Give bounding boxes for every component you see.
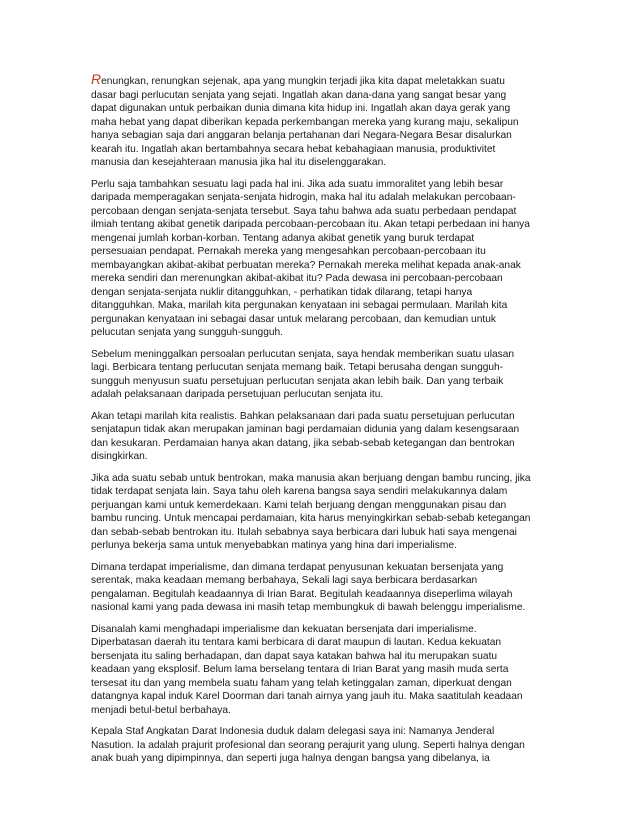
text-line: perlunya bekerja sama untuk menyebabkan matinya yang hina dari imperialisme. — [91, 540, 457, 551]
text-line: Nasution. Ia adalah prajurit profesional dan seorang perajurit yang ulung. Seperti halnya dengan — [91, 739, 525, 751]
text-line: dan kesukaran. Perdamaian hanya akan datang, jika sebab-sebab ketegangan dan bentrokan — [91, 437, 515, 449]
paragraph-1 — [91, 73, 553, 170]
text-line: pengalaman. Begitulah keadaannya di Irian Barat. Begitulah keadaannya diseperlima wilayah — [91, 588, 513, 600]
text-line: Akan tetapi marilah kita realistis. Bahkan pelaksanaan dari pada suatu persetujuan perlucutan — [91, 410, 515, 422]
text-line: dasar bagi perlucutan senjata yang sejati. Ingatlah akan dana-dana yang sangat besar yang — [91, 89, 507, 101]
text-line: percobaan dengan senjata-senjata tersebut. Saya tahu bahwa ada suatu perbedaan pendapat — [91, 205, 517, 217]
text-line: disingkirkan. — [91, 451, 148, 462]
text-line: nasional kami yang pada dewasa ini masih tetap membungkuk di bawah belenggu imperialisme. — [91, 602, 526, 613]
text-line: Disanalah kami menghadapi imperialisme dan kekuatan bersenjata dari imperialisme. — [91, 623, 477, 635]
text-line — [91, 73, 553, 89]
text-line: menjadi betul-betul berbahaya. — [91, 704, 231, 716]
paragraph-5 — [91, 472, 553, 553]
text-line: senjatapun tidak akan merupakan jaminan bagi perdamaian didunia yang dalam kesengsaraan — [91, 424, 520, 435]
text-line: Dimana terdapat imperialisme, dan dimana terdapat penyusunan kekuatan bersenjata yang — [91, 561, 504, 573]
text-line: hanya sebagian saja dari anggaran belanja pertahanan dari Negara-Negara Besar disalurkan — [91, 130, 512, 141]
text-line: datangnya kapal induk Karel Doorman dari tanah airnya yang jauh itu. Maka saatitulah keadaan — [91, 691, 523, 702]
paragraph-6 — [91, 561, 553, 615]
text-line: tidak terdapat senjata lain. Saya tahu oleh karena bangsa saya sendiri melakukannya dalam — [91, 486, 508, 497]
text-line: dan sebab-sebab bentrokan itu. Itulah sebabnya saya berbicara dari lubuk hati saya mengenai — [91, 526, 517, 538]
text-line: Perlu saja tambahkan sesuatu lagi pada hal ini. Jika ada suatu immoralitet yang lebih besar — [91, 178, 504, 190]
text-line: pergunakan kenyataan ini sebagai dasar untuk melarang percobaan, dan kemudian untuk — [91, 313, 496, 325]
text-line: ilmiah tentang akibat genetik daripada percobaan-percobaan itu. Akan tetapi perbedaan ini hanya — [91, 219, 530, 230]
text-line: Kepala Staf Angkatan Darat Indonesia duduk dalam delegasi saya ini: Namanya Jenderal — [91, 726, 495, 737]
text-line: Sebelum meninggalkan persoalan perlucutan senjata, saya hendak memberikan suatu ulasan — [91, 348, 515, 360]
paragraph-8 — [91, 725, 553, 766]
document-body — [91, 73, 553, 774]
paragraph-3 — [91, 348, 553, 402]
text-line: sungguh menyusun suatu persetujuan perlucutan senjata akan lebih baik. Dan yang terbaik — [91, 375, 504, 387]
text-line: anak buah yang dipimpinnya, dan seperti juga halnya dengan bangsa yang dibelanya, ia — [91, 753, 490, 764]
text-line: dapat digunakan untuk perbaikan dunia dimana kita hidup ini. Ingatlah akan daya gerak yang — [91, 103, 511, 114]
text-line: dengan senjata-senjata nuklir ditangguhkan, - perhatikan tidak dilarang, tetapi hanya — [91, 286, 473, 298]
paragraph-2 — [91, 178, 553, 340]
text-line: ditangguhkan. Maka, marilah kita pergunakan kenyataan ini sebagai permulaan. Marilah kita — [91, 300, 508, 311]
text-line-content: enungkan, renungkan sejenak, apa yang mungkin terjadi jika kita dapat meletakkan suatu — [101, 76, 505, 87]
text-line: daripada memperagakan senjata-senjata hidrogin, maka hal itu adalah melakukan percobaan- — [91, 192, 516, 203]
text-line: adalah pelaksanaan daripada persetujuan perlucutan senjata itu. — [91, 389, 384, 400]
text-line: perjuangan kami untuk kemerdekaan. Kami telah berjuang dengan menggunakan pisau dan — [91, 499, 507, 511]
text-line: serentak, maka keadaan memang berbahaya, Sekali lagi saya berbicara berdasarkan — [91, 575, 478, 586]
drop-cap: R — [91, 71, 102, 87]
text-line: membayangkan akibat-akibat perbuatan mereka? Pernakah mereka melihat kepada anak-anak — [91, 259, 521, 271]
paragraph-4 — [91, 410, 553, 464]
text-line: tersesat itu dan yang membela suatu faham yang telah ketinggalan zaman, diperkuat dengan — [91, 677, 512, 689]
text-line: mengenai jumlah korban-korban. Tentang adanya akibat genetik yang buruk terdapat — [91, 232, 475, 244]
text-line: mereka sendiri dan merenungkan akibat-akibat itu? Pada dewasa ini percobaan-percobaan — [91, 273, 503, 284]
text-line: kearah itu. Ingatlah akan bertambahnya secara hebat kebahagiaan manusia, produktivitet — [91, 143, 496, 155]
paragraph-7 — [91, 623, 553, 718]
text-line: persesuaian pendapat. Pernakah mereka yang mengesahkan percobaan-percobaan itu — [91, 246, 486, 257]
text-line: pelucutan senjata yang sungguh-sungguh. — [91, 327, 284, 338]
text-line: lagi. Berbicara tentang perlucutan senjata memang baik. Tetapi berusaha dengan sungguh- — [91, 362, 504, 373]
text-line: keadaan yang eksplosif. Belum lama berselang tentara di Irian Barat yang masih muda serta — [91, 664, 509, 675]
text-line: manusia dan kesejahteraan manusia jika hal itu diselenggarakan. — [91, 157, 387, 168]
text-line: Diperbatasan daerah itu tentara kami berbicara di darat maupun di lautan. Kedua kekuatan — [91, 637, 502, 648]
text-line: Jika ada suatu sebab untuk bentrokan, maka manusia akan berjuang dengan bambu runcing, jika — [91, 472, 531, 484]
text-line: bersenjata itu saling berhadapan, dan dapat saya katakan bahwa hal itu merupakan suatu — [91, 650, 498, 662]
text-line: bambu runcing. Untuk mencapai perdamaian, kita harus menyingkirkan sebab-sebab ketegangan — [91, 513, 531, 524]
text-line: maha hebat yang dapat diberikan kepada perkembangan mereka yang kurang maju, sekalipun — [91, 116, 519, 128]
